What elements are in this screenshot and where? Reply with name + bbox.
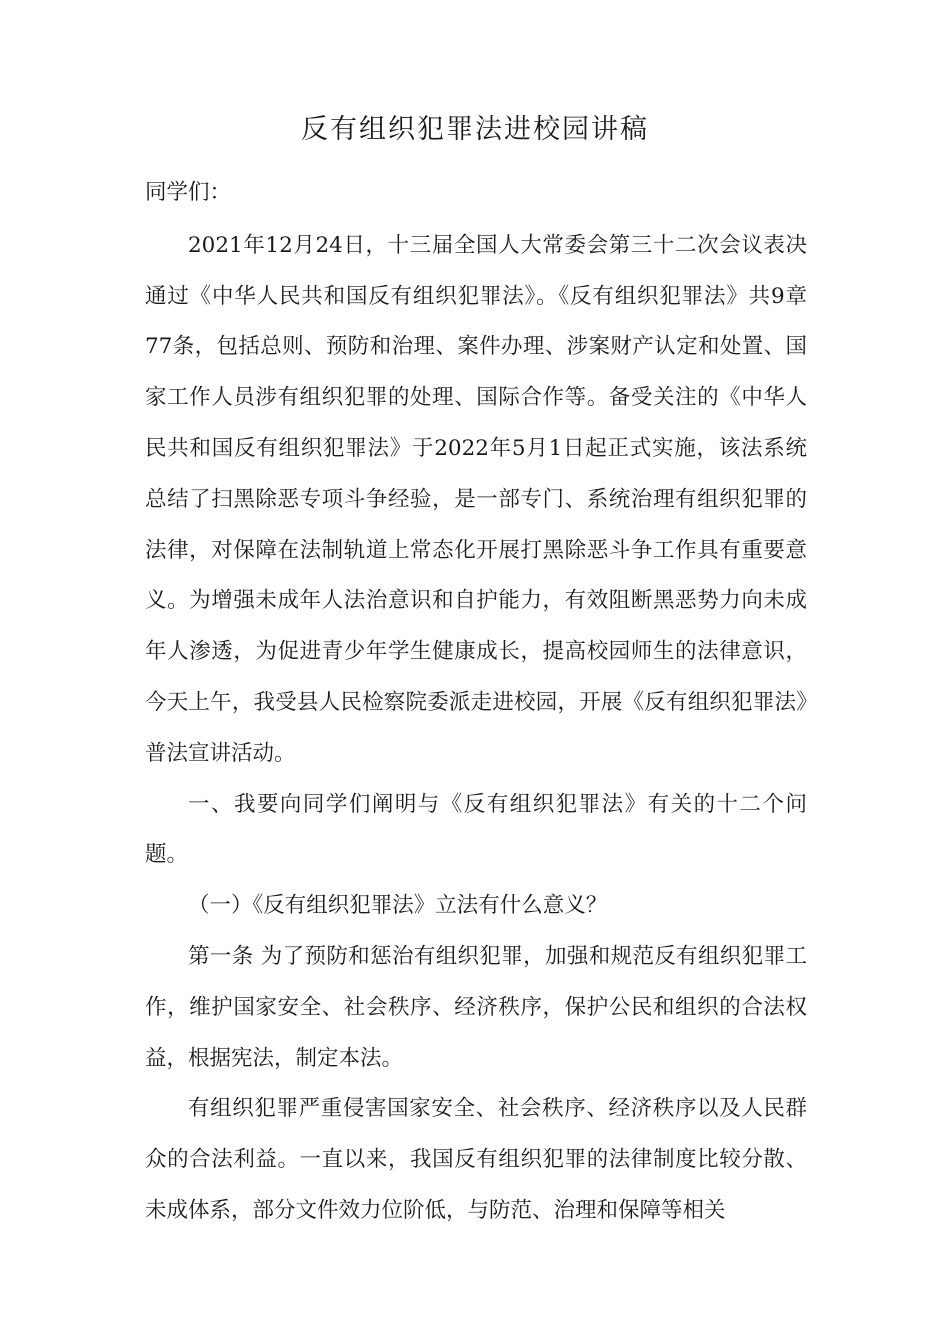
paragraph-question-heading: （一）《反有组织犯罪法》立法有什么意义？ [188, 893, 608, 919]
document-title: 反有组织犯罪法进校园讲稿 [301, 114, 649, 145]
document-body [145, 168, 807, 1237]
paragraph-intro: 2021年12月24日，十三届全国人大常委会第三十二次会议表决通过《中华人民共和国反有组织犯罪法》。《反有组织犯罪法》共9章77条，包括总则、预防和治理、案件办理、涉案财产认定和处置、国家工作人员涉有组织犯罪的处理、国际合作等。备受关注的《中华人民共和国反有组织犯罪法》于2022年5月1日起正式实施，该法系统总结了扫黑除恶专项斗争经验，是一部专门、系统治理有组织犯罪的法律，对保障在法制轨道上常态化开展打黑除恶斗争工作具有重要意义。为增强未成年人法治意识和自护能力，有效阻断黑恶势力向未成年人渗透，为促进青少年学生健康成长，提高校园师生的法律意识，今天上午，我受县人民检察院委派走进校园，开展《反有组织犯罪法》普法宣讲活动。 [145, 232, 807, 766]
paragraph-section-heading: 一、我要向同学们阐明与《反有组织犯罪法》有关的十二个问题。 [145, 791, 807, 868]
paragraph-article-one: 第一条 为了预防和惩治有组织犯罪，加强和规范反有组织犯罪工作，维护国家安全、社会秩序、经济秩序，保护公民和组织的合法权益，根据宪法，制定本法。 [145, 943, 807, 1071]
paragraph-explanation: 有组织犯罪严重侵害国家安全、社会秩序、经济秩序以及人民群众的合法利益。一直以来，我国反有组织犯罪的法律制度比较分散、未成体系，部分文件效力位阶低，与防范、治理和保障等相关 [145, 1096, 807, 1223]
salutation: 同学们： [145, 180, 232, 205]
